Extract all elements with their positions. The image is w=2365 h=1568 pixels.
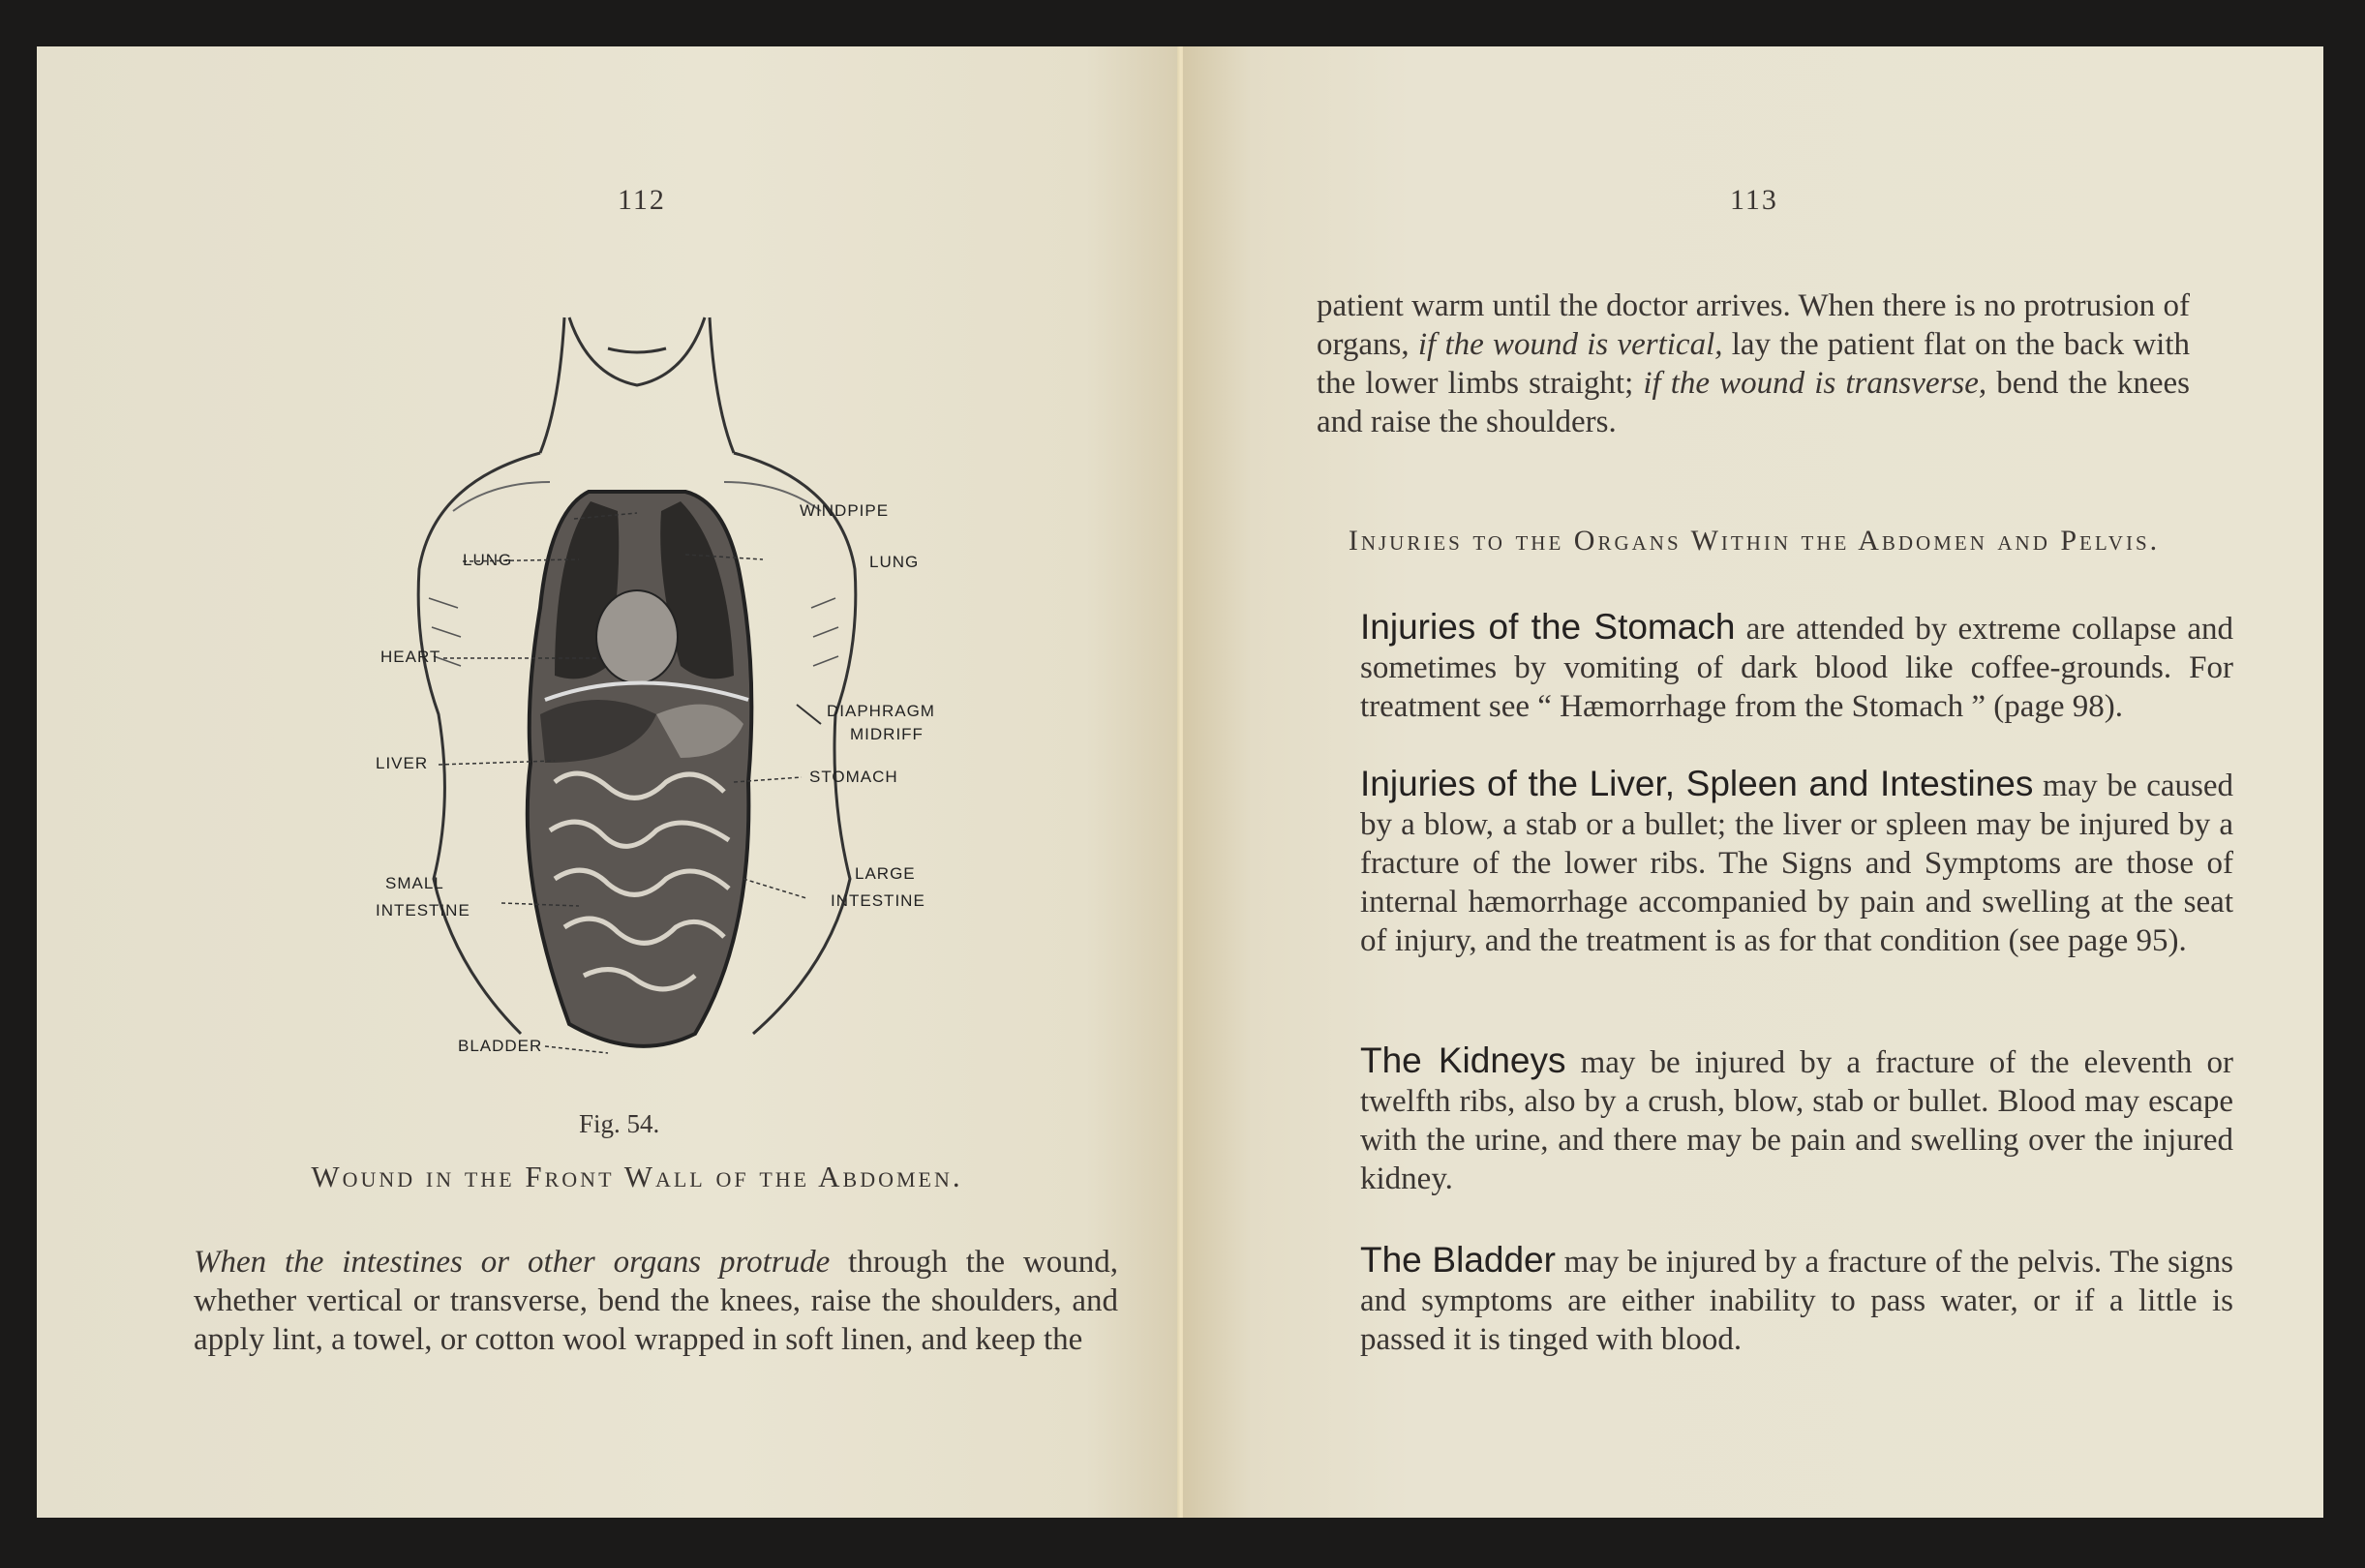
label-windpipe: WINDPIPE — [800, 501, 890, 520]
label-heart: HEART — [380, 648, 441, 666]
left-page — [37, 46, 1177, 1518]
liver-paragraph — [1317, 765, 2233, 960]
paragraph-text: are attended by extreme collapse and sometimes by vomiting of dark blood like coffee-grounds. For treatment see “ Hæmorrhage from the Stomach ” (page 98). — [1360, 612, 2233, 724]
figure-title: Wound in the Front Wall of the Abdomen. — [311, 1160, 963, 1193]
lead-heading: Injuries of the Liver, Spleen and Intestines — [1360, 764, 2034, 803]
text-run: lay the patient flat on the back with the lower limbs straight; — [1317, 327, 2190, 401]
kidneys-paragraph — [1317, 1041, 2233, 1198]
label-liver: LIVER — [376, 754, 429, 772]
text-run: patient warm until the doctor arrives. When there is no protrusion of organs, — [1317, 288, 2190, 362]
italic-run: if the wound is transverse, — [1643, 366, 1987, 401]
torso-illustration — [347, 259, 947, 1111]
bladder-paragraph — [1317, 1241, 2233, 1359]
lead-heading: The Bladder — [1360, 1240, 1556, 1280]
label-stomach: STOMACH — [809, 768, 898, 786]
label-bladder: BLADDER — [458, 1037, 543, 1055]
figure-number: Fig. 54. — [579, 1109, 660, 1138]
label-large-intestine: INTESTINE — [831, 891, 925, 910]
section-heading: Injuries to the Organs Within the Abdomen and Pelvis. — [1348, 525, 2161, 557]
continuation-paragraph — [1317, 286, 2190, 441]
paragraph-text: may be injured by a fracture of the pelvis. The signs and symptoms are either inability to pass water, or if a little is passed it is tinged with blood. — [1360, 1245, 2233, 1357]
label-lung-right: LUNG — [869, 553, 920, 571]
body-text: through the wound, whether vertical or transverse, bend the knees, raise the shoulders, and apply lint, a towel, or cotton wool wrapped in soft linen, and keep the — [194, 1245, 1119, 1357]
body-italic: When the intestines or other organs protrude — [194, 1245, 831, 1280]
page-number: 112 — [618, 184, 666, 216]
paragraph-text: may be injured by a fracture of the eleventh or twelfth ribs, also by a crush, blow, stab or bullet. Blood may escape with the urine, and there may be pain and swelling over the injured kidney. — [1360, 1045, 2233, 1196]
right-page — [1183, 46, 2323, 1518]
body-paragraph — [194, 1243, 1118, 1359]
stomach-paragraph — [1317, 608, 2233, 726]
paragraph-text: may be caused by a blow, a stab or a bullet; the liver or spleen may be injured by a fracture of the lower ribs. The Signs and Symptoms are those of internal hæmorrhage accompanied by pain and swelling at the seat of injury, and the treatment is as for that condition (see page 95). — [1360, 769, 2233, 958]
lead-heading: The Kidneys — [1360, 1040, 1566, 1080]
page-number: 113 — [1730, 184, 1778, 216]
lead-heading: Injuries of the Stomach — [1360, 607, 1736, 647]
label-lung-left: LUNG — [463, 551, 513, 569]
text-run: bend the knees and raise the shoulders. — [1317, 366, 2190, 439]
italic-run: if the wound is vertical, — [1417, 327, 1723, 362]
label-intestine: INTESTINE — [376, 901, 470, 920]
label-large: LARGE — [855, 864, 916, 883]
label-small: SMALL — [385, 874, 444, 892]
label-midriff: MIDRIFF — [850, 725, 924, 743]
anatomy-figure — [347, 259, 947, 1111]
label-diaphragm: DIAPHRAGM — [827, 702, 935, 720]
